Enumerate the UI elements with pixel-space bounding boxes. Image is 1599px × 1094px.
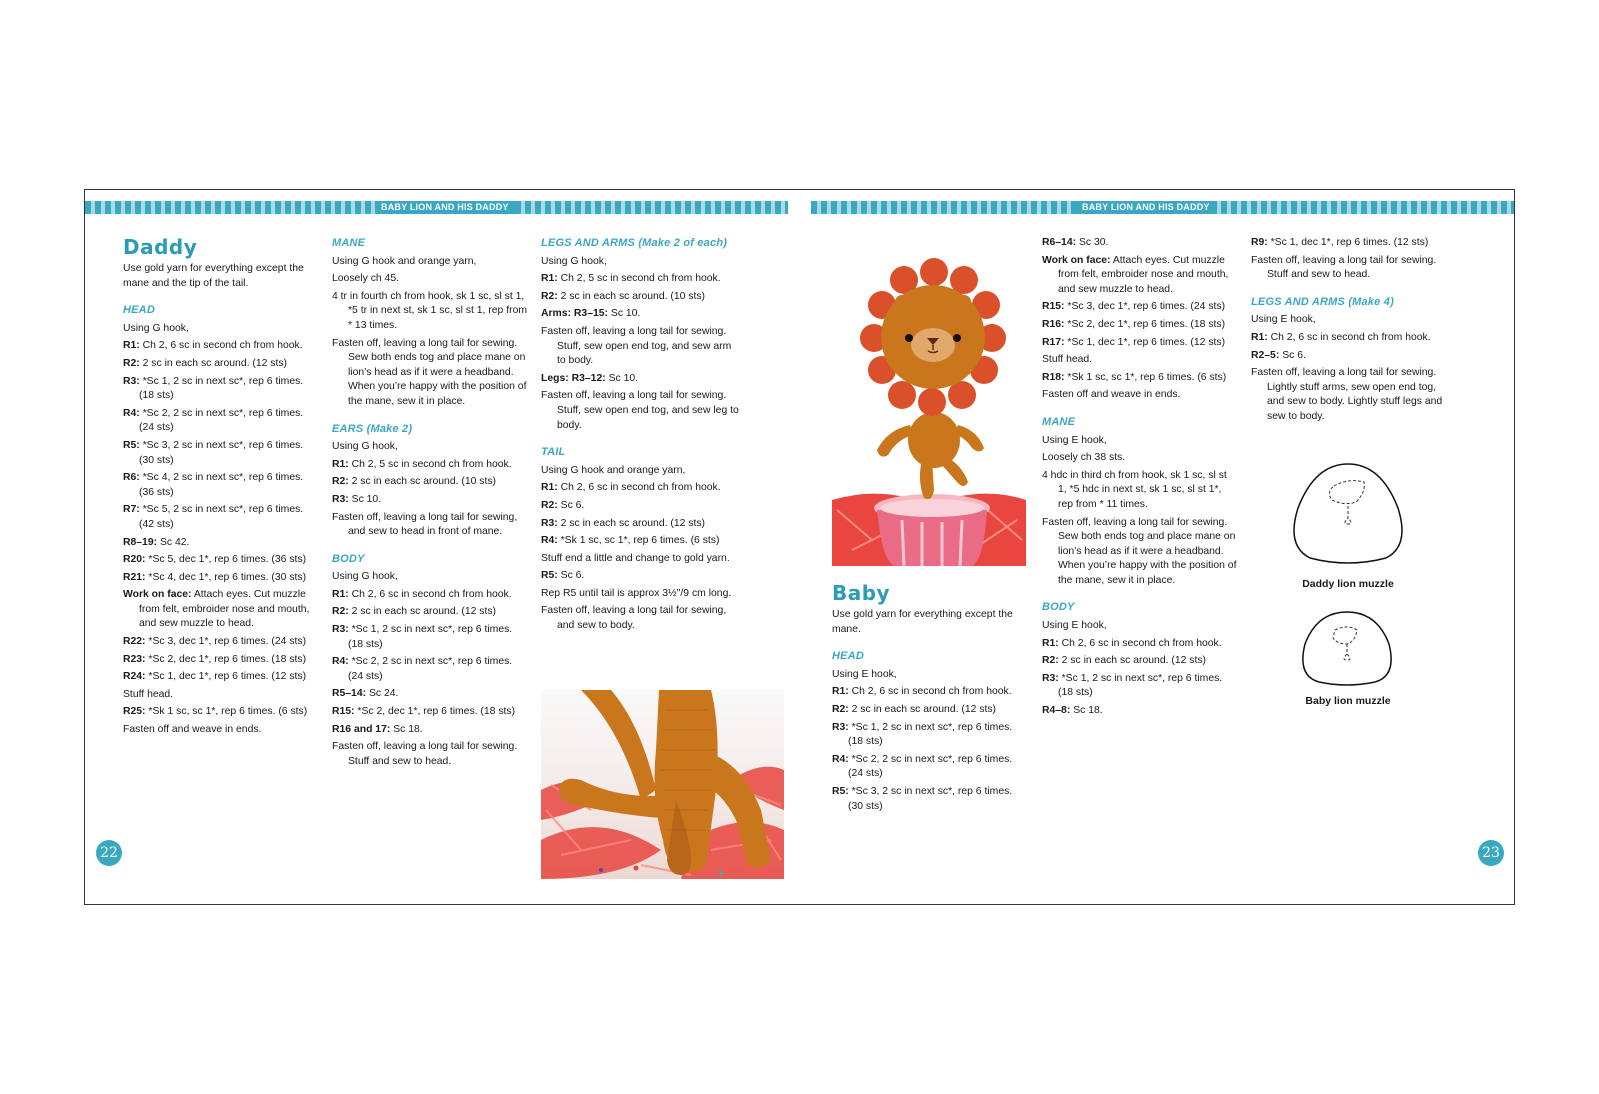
instruction-line: [541, 481, 739, 496]
baby-body-heading: BODY: [1042, 601, 1075, 614]
round-text: *Sc 5, 2 sc in next sc*, rep 6 times. (42 sts): [139, 504, 304, 530]
instruction-line: Fasten off, leaving a long tail for sewing. Sew both ends tog and place mane on lion’s head as if it were a headband. When you’re happy with the position of the mane, sew it in place.: [332, 337, 527, 407]
round-label: R2:: [123, 357, 140, 369]
instruction-line: Using E hook,: [1042, 434, 1107, 446]
round-label: R21:: [123, 571, 146, 583]
round-label: R4:: [832, 753, 849, 765]
instruction-line: [123, 553, 315, 568]
round-label: R6:: [123, 472, 140, 484]
daddy-body-instructions: [332, 570, 528, 769]
round-label: Arms: R3–15:: [541, 308, 608, 320]
round-text: *Sc 1, dec 1*, rep 6 times. (12 sts): [145, 671, 307, 683]
baby-title: Baby: [832, 581, 891, 605]
instruction-line: [332, 458, 528, 473]
instruction-line: [541, 534, 739, 549]
baby-column: [832, 582, 1026, 817]
instruction-line: [1042, 637, 1238, 652]
round-text: *Sc 1, 2 sc in next sc*, rep 6 times. (18 sts): [848, 721, 1013, 748]
round-text: Attach eyes. Cut muzzle from felt, embroider nose and mouth, and sew muzzle to head.: [1058, 254, 1229, 295]
instruction-line: [832, 721, 1026, 750]
instruction-line: [1042, 254, 1238, 298]
baby-column-3: [1251, 236, 1455, 428]
instruction-line: [541, 569, 739, 584]
round-label: R1:: [1042, 637, 1059, 649]
daddy-ears-instructions: [332, 440, 528, 540]
instruction-line: Fasten off, leaving a long tail for sewing. Sew both ends tog and place mane on lion’s head as if it were a headband. When you’re happy with the position of the mane, sew it in place.: [1042, 516, 1237, 586]
instruction-line: [332, 687, 528, 702]
round-label: R16 and 17:: [332, 723, 391, 735]
daddy-column-2: [332, 236, 528, 772]
round-text: Ch 2, 6 sc in second ch from hook.: [1267, 331, 1431, 343]
instruction-line: Using G hook and orange yarn,: [541, 464, 686, 476]
round-label: R4:: [123, 407, 140, 419]
baby-body-instructions: [1042, 619, 1238, 719]
instruction-line: Fasten off, leaving a long tail for sewing. Stuff and sew to head.: [1251, 254, 1437, 281]
instruction-line: [332, 723, 528, 738]
round-text: *Sc 3, dec 1*, rep 6 times. (24 sts): [145, 636, 307, 648]
book-spread: [84, 189, 1515, 905]
instruction-line: [541, 499, 739, 514]
baby-lion-illustration: [832, 250, 1026, 566]
round-label: R3:: [332, 493, 349, 505]
round-text: *Sc 1, 2 sc in next sc*, rep 6 times. (18 sts): [139, 375, 304, 402]
round-label: R2:: [541, 499, 558, 511]
instruction-line: Stuff head.: [123, 688, 174, 700]
round-label: R2:: [1042, 655, 1059, 667]
round-text: 2 sc in each sc around. (10 sts): [557, 290, 706, 302]
round-text: Attach eyes. Cut muzzle from felt, embroider nose and mouth, and sew muzzle to head.: [139, 589, 310, 630]
round-text: 2 sc in each sc around. (10 sts): [348, 476, 497, 488]
round-label: Legs: R3–12:: [541, 372, 606, 384]
round-text: *Sc 1, dec 1*, rep 6 times. (12 sts): [1267, 237, 1429, 248]
round-text: *Sc 3, 2 sc in next sc*, rep 6 times. (30 sts): [139, 439, 304, 466]
daddy-mane-heading: MANE: [332, 237, 366, 249]
round-label: R22:: [123, 636, 146, 648]
instruction-line: Using G hook,: [123, 322, 189, 334]
round-label: R1:: [541, 482, 558, 494]
round-label: R9:: [1251, 237, 1268, 248]
daddy-muzzle-template: [1286, 458, 1410, 568]
round-text: Ch 2, 6 sc in second ch from hook.: [848, 686, 1012, 698]
baby-head-instructions: [832, 668, 1026, 814]
instruction-line: [1042, 336, 1238, 351]
instruction-line: [1251, 331, 1455, 346]
round-label: R3:: [832, 721, 849, 733]
round-label: R3:: [1042, 672, 1059, 684]
instruction-line: [832, 703, 1026, 718]
baby-muzzle-caption: Baby lion muzzle: [1305, 695, 1391, 707]
daddy-title: Daddy: [123, 235, 198, 259]
daddy-ears-heading: EARS (Make 2): [332, 422, 413, 435]
baby-column-2: [1042, 236, 1238, 722]
round-text: Sc 6.: [557, 570, 585, 582]
round-label: R23:: [123, 653, 146, 665]
round-text: *Sc 4, dec 1*, rep 6 times. (30 sts): [145, 571, 307, 583]
instruction-line: Loosely ch 38 sts.: [1042, 452, 1126, 464]
instruction-line: [1042, 654, 1238, 669]
round-text: Ch 2, 6 sc in second ch from hook.: [348, 588, 512, 600]
round-text: *Sk 1 sc, sc 1*, rep 6 times. (6 sts): [145, 706, 308, 718]
baby-muzzle-template: [1297, 608, 1397, 688]
round-text: *Sc 1, 2 sc in next sc*, rep 6 times. (18 sts): [348, 624, 513, 650]
daddy-mane-instructions: [332, 255, 528, 410]
instruction-line: Using G hook,: [541, 255, 607, 267]
instruction-line: Using G hook,: [332, 441, 398, 453]
round-text: Sc 30.: [1076, 237, 1109, 248]
round-label: R15:: [332, 706, 355, 718]
round-label: R6–14:: [1042, 237, 1077, 248]
round-label: Work on face:: [123, 589, 192, 601]
baby-muzzle-shape: [1297, 608, 1397, 688]
instruction-line: [332, 655, 528, 684]
baby-mane-instructions: [1042, 434, 1238, 589]
round-label: R5:: [123, 439, 140, 451]
round-label: R5–14:: [332, 688, 367, 700]
instruction-line: Using E hook,: [1251, 314, 1316, 326]
daddy-head-instructions: [123, 322, 315, 738]
round-text: Ch 2, 6 sc in second ch from hook.: [139, 340, 303, 352]
instruction-line: [832, 753, 1026, 782]
instruction-line: [123, 653, 315, 668]
round-text: Ch 2, 6 sc in second ch from hook.: [557, 482, 721, 494]
round-text: *Sc 1, dec 1*, rep 6 times. (12 sts): [1064, 336, 1226, 348]
instruction-line: [332, 605, 528, 620]
round-text: *Sk 1 sc, sc 1*, rep 6 times. (6 sts): [557, 535, 720, 547]
instruction-line: [123, 407, 315, 436]
round-label: R25:: [123, 706, 146, 718]
round-label: R5:: [541, 570, 558, 582]
round-label: R1:: [832, 686, 849, 698]
round-text: *Sk 1 sc, sc 1*, rep 6 times. (6 sts): [1064, 371, 1227, 383]
instruction-line: [332, 475, 528, 490]
round-text: Sc 6.: [1279, 349, 1306, 361]
baby-head-continued: [1042, 236, 1238, 403]
instruction-line: [1042, 318, 1238, 333]
round-text: *Sc 2, dec 1*, rep 6 times. (18 sts): [145, 653, 307, 665]
instruction-line: [832, 785, 1026, 814]
round-label: R18:: [1042, 371, 1065, 383]
instruction-line: [541, 372, 739, 387]
daddy-column: [123, 236, 315, 741]
round-text: 2 sc in each sc around. (12 sts): [348, 606, 497, 618]
round-text: Ch 2, 6 sc in second ch from hook.: [1058, 637, 1222, 649]
instruction-line: [1251, 349, 1455, 364]
daddy-tail-heading: TAIL: [541, 446, 566, 459]
round-text: Sc 18.: [390, 723, 423, 735]
round-text: *Sc 1, 2 sc in next sc*, rep 6 times. (18 sts): [1058, 672, 1223, 699]
round-label: Work on face:: [1042, 254, 1111, 266]
instruction-line: Loosely ch 45.: [332, 273, 400, 285]
instruction-line: [1042, 704, 1238, 719]
daddy-muzzle-shape: [1286, 458, 1410, 568]
round-label: R3:: [541, 517, 558, 529]
instruction-line: [332, 588, 528, 603]
round-label: R3:: [332, 624, 349, 636]
instruction-line: Using E hook,: [1042, 620, 1107, 632]
daddy-lion-photo: [541, 690, 784, 879]
running-title-left: BABY LION AND HIS DADDY: [375, 201, 515, 214]
round-label: R4:: [332, 656, 349, 668]
round-text: *Sc 2, dec 1*, rep 6 times. (18 sts): [1064, 318, 1226, 330]
instruction-line: [1251, 236, 1455, 251]
round-label: R24:: [123, 671, 146, 683]
round-label: R8–19:: [123, 536, 158, 548]
round-label: R2:: [541, 290, 558, 302]
instruction-line: [123, 357, 315, 372]
instruction-line: [123, 503, 315, 532]
instruction-line: [123, 588, 315, 632]
left-running-header: [85, 201, 788, 214]
round-text: *Sc 3, dec 1*, rep 6 times. (24 sts): [1064, 301, 1226, 313]
baby-lion-photo: [832, 250, 1026, 566]
round-text: Sc 42.: [157, 536, 190, 548]
instruction-line: [541, 290, 739, 305]
instruction-line: [832, 685, 1026, 700]
baby-intro: Use gold yarn for everything except the mane.: [832, 609, 1013, 635]
round-label: R1:: [332, 458, 349, 470]
round-text: *Sc 4, 2 sc in next sc*, rep 6 times. (36 sts): [139, 472, 304, 498]
baby-legs-instructions: [1251, 313, 1455, 424]
daddy-column-3: [541, 236, 739, 637]
instruction-line: Fasten off, leaving a long tail for sewing. Stuff, sew open end tog, and sew leg to body.: [541, 390, 739, 431]
daddy-head-heading: HEAD: [123, 304, 155, 317]
round-label: R5:: [832, 785, 849, 797]
daddy-body-heading: BODY: [332, 552, 365, 565]
round-label: R17:: [1042, 336, 1065, 348]
round-label: R1:: [332, 588, 349, 600]
instruction-line: [332, 705, 528, 720]
instruction-line: [123, 471, 315, 500]
daddy-intro: Use gold yarn for everything except the mane and the tip of the tail.: [123, 263, 304, 289]
right-running-header: [811, 201, 1514, 214]
instruction-line: [1042, 672, 1238, 701]
instruction-line: Fasten off, leaving a long tail for sewing, and sew to body.: [541, 605, 727, 632]
round-text: *Sc 3, 2 sc in next sc*, rep 6 times. (30 sts): [848, 785, 1013, 812]
baby-legs-heading: LEGS AND ARMS (Make 4): [1251, 295, 1394, 308]
daddy-muzzle-caption: Daddy lion muzzle: [1302, 578, 1394, 590]
instruction-line: 4 tr in fourth ch from hook, sk 1 sc, sl st 1, *5 tr in next st, sk 1 sc, sl st 1, rep from * 13 times.: [332, 290, 528, 331]
instruction-line: Stuff end a little and change to gold yarn.: [541, 552, 730, 564]
instruction-line: [541, 272, 739, 287]
instruction-line: Fasten off, leaving a long tail for sewing. Stuff and sew to head.: [332, 741, 518, 767]
instruction-line: Rep R5 until tail is approx 3½"/9 cm long.: [541, 587, 732, 599]
daddy-legs-heading: LEGS AND ARMS (Make 2 of each): [541, 237, 728, 249]
instruction-line: Fasten off, leaving a long tail for sewing, and sew to head in front of mane.: [332, 511, 518, 538]
instruction-line: [123, 536, 315, 551]
round-text: 2 sc in each sc around. (12 sts): [1058, 655, 1207, 667]
round-text: Sc 10.: [605, 372, 639, 384]
instruction-line: Fasten off and weave in ends.: [1042, 389, 1181, 401]
instruction-line: [332, 493, 528, 508]
instruction-line: [123, 670, 315, 685]
instruction-line: [1042, 371, 1238, 386]
instruction-line: [541, 307, 739, 322]
round-label: R20:: [123, 554, 146, 566]
round-text: Ch 2, 5 sc in second ch from hook.: [348, 458, 512, 470]
instruction-line: [541, 517, 739, 532]
round-label: R16:: [1042, 318, 1065, 330]
instruction-line: Stuff head.: [1042, 354, 1093, 366]
round-label: R15:: [1042, 301, 1065, 313]
instruction-line: [332, 623, 528, 652]
round-label: R1:: [123, 340, 140, 352]
round-label: R2:: [832, 703, 849, 715]
daddy-legs-instructions: [541, 255, 739, 434]
round-text: Sc 10.: [348, 493, 382, 505]
round-text: Ch 2, 5 sc in second ch from hook.: [557, 273, 721, 285]
round-text: *Sc 2, 2 sc in next sc*, rep 6 times. (24 sts): [848, 753, 1013, 780]
baby-mane-heading: MANE: [1042, 415, 1076, 428]
round-text: Sc 24.: [366, 688, 399, 700]
daddy-lion-illustration: [541, 690, 784, 879]
baby-body-continued: [1251, 236, 1455, 283]
round-label: R2–5:: [1251, 349, 1280, 361]
instruction-line: [123, 571, 315, 586]
instruction-line: Fasten off, leaving a long tail for sewing. Stuff, sew open end tog, and sew arm to body.: [541, 325, 732, 367]
round-label: R3:: [123, 375, 140, 387]
round-text: 2 sc in each sc around. (12 sts): [848, 703, 997, 715]
instruction-line: Using E hook,: [832, 668, 897, 680]
instruction-line: [1042, 300, 1238, 315]
round-label: R2:: [332, 606, 349, 618]
round-text: 2 sc in each sc around. (12 sts): [139, 357, 288, 369]
instruction-line: Using G hook and orange yarn,: [332, 255, 477, 267]
instruction-line: [123, 705, 315, 720]
page-number-right: 23: [1478, 840, 1504, 866]
instruction-line: [123, 439, 315, 468]
round-text: *Sc 5, dec 1*, rep 6 times. (36 sts): [145, 554, 307, 566]
daddy-tail-instructions: [541, 464, 739, 634]
round-label: R7:: [123, 504, 140, 516]
instruction-line: Fasten off and weave in ends.: [123, 724, 262, 736]
round-text: *Sc 2, 2 sc in next sc*, rep 6 times. (24 sts): [348, 656, 513, 682]
instruction-line: Fasten off, leaving a long tail for sewing. Lightly stuff arms, sew open end tog, and sew to body. Lightly stuff legs and sew to body.: [1251, 367, 1443, 422]
round-label: R2:: [332, 476, 349, 488]
round-text: *Sc 2, dec 1*, rep 6 times. (18 sts): [354, 706, 516, 718]
round-label: R1:: [1251, 331, 1268, 343]
round-label: R4:: [541, 535, 558, 547]
baby-head-heading: HEAD: [832, 650, 864, 663]
instruction-line: [123, 375, 315, 404]
instruction-line: 4 hdc in third ch from hook, sk 1 sc, sl st 1, *5 hdc in next st, sk 1 sc, sl st 1*, rep from * 11 times.: [1042, 469, 1227, 510]
round-text: Sc 6.: [557, 499, 585, 511]
page-number-left: 22: [96, 840, 122, 866]
instruction-line: [123, 635, 315, 650]
instruction-line: Using G hook,: [332, 571, 398, 583]
round-text: 2 sc in each sc around. (12 sts): [557, 517, 706, 529]
round-text: Sc 18.: [1070, 705, 1103, 717]
round-label: R1:: [541, 273, 558, 285]
instruction-line: [1042, 236, 1238, 251]
round-text: *Sc 2, 2 sc in next sc*, rep 6 times. (24 sts): [139, 407, 304, 434]
round-label: R4–8:: [1042, 705, 1071, 717]
round-text: Sc 10.: [608, 308, 641, 320]
instruction-line: [123, 339, 315, 354]
running-title-right: BABY LION AND HIS DADDY: [1076, 201, 1216, 214]
